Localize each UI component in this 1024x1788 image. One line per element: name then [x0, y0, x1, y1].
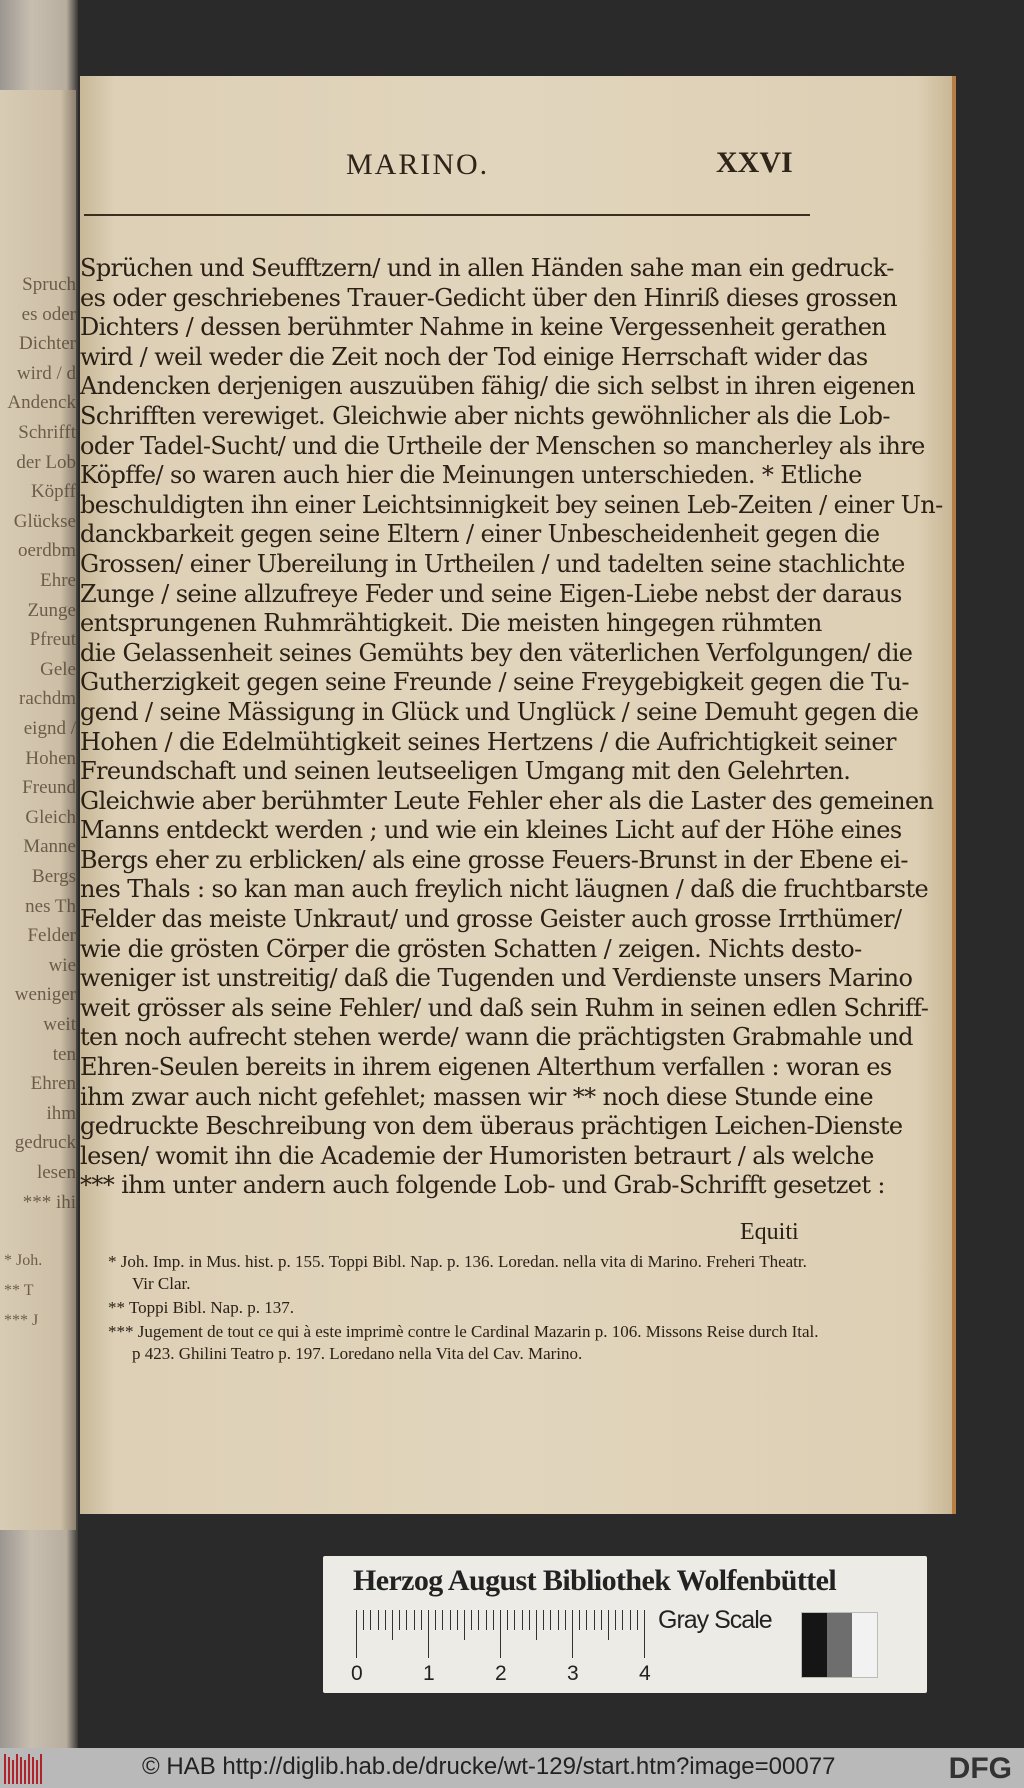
hab-logo-bar	[36, 1760, 38, 1784]
ruler-tick	[514, 1610, 515, 1630]
text-line: Bergs eher zu erblicken/ als eine grosse Feuers-Brunst in der Ebene ei-	[80, 845, 908, 874]
ruler-tick	[644, 1610, 645, 1658]
text-line: weit grösser als seine Fehler/ und daß sein Ruhm in seinen edlen Schriff-	[80, 993, 929, 1022]
ruler-tick	[486, 1610, 487, 1630]
ruler-tick	[558, 1610, 559, 1630]
left-page-line: ihm	[46, 1102, 76, 1124]
ruler-tick	[615, 1610, 616, 1630]
left-page-footnote: ** T	[4, 1282, 34, 1299]
hab-logo-bar	[32, 1757, 34, 1784]
text-line: gend / seine Mässigung in Glück und Unglück / seine Demuht gegen die	[80, 697, 919, 726]
hab-logo-icon	[4, 1754, 46, 1784]
text-line: nes Thals : so kan man auch freylich nicht läugnen / daß die fruchtbarste	[80, 875, 929, 904]
left-page-line: Freund	[22, 777, 76, 799]
text-line: Gleichwie aber berühmter Leute Fehler eher als die Laster des gemeinen	[80, 786, 934, 815]
footer-bar	[0, 1748, 1024, 1788]
page-number: XXVI	[716, 146, 793, 179]
dfg-logo: DFG	[948, 1752, 1012, 1785]
left-page-line: es oder	[21, 303, 76, 325]
ruler-tick	[637, 1610, 638, 1630]
left-page-footnote: * Joh.	[4, 1252, 43, 1269]
footnote: * Joh. Imp. in Mus. hist. p. 155. Toppi Bibl. Nap. p. 136. Loredan. nella vita di Marino. Freheri Theatr. Vir Clar.	[108, 1252, 807, 1293]
text-line: beschuldigten ihn einer Leichtsinnigkeit bey seinen Leb-Zeiten / einer Un-	[80, 490, 943, 519]
left-page-line: Schrifft	[18, 422, 76, 443]
text-line: Freundschaft und seinen leutseeligen Umgang mit den Gelehrten.	[80, 757, 851, 786]
ruler-tick	[442, 1610, 443, 1630]
ruler-tick	[608, 1610, 609, 1640]
left-page-line: oerdbm	[17, 540, 76, 562]
ruler-tick	[493, 1610, 494, 1630]
footnotes	[108, 1251, 820, 1367]
text-line: entsprungenen Ruhmrähtigkeit. Die meisten hingegen rühmten	[80, 609, 822, 638]
ruler-tick	[378, 1610, 379, 1630]
left-page-line: der Lob	[16, 451, 76, 473]
ruler-label: 0	[351, 1662, 363, 1685]
ruler-tick	[565, 1610, 566, 1630]
text-line: Felder das meiste Unkraut/ und grosse Geister auch grosse Irrthümer/	[80, 905, 902, 934]
ruler-tick	[421, 1610, 422, 1630]
ruler-tick	[529, 1610, 530, 1630]
gray-swatch	[827, 1613, 852, 1677]
ruler-tick	[471, 1610, 472, 1630]
left-page-line: nes Th	[25, 895, 76, 917]
hab-logo-bar	[40, 1754, 42, 1784]
text-line: Manns entdeckt werden ; und wie ein kleines Licht auf der Höhe eines	[80, 816, 902, 845]
ruler-tick	[392, 1610, 393, 1640]
header-rule	[84, 214, 810, 216]
text-line: weniger ist unstreitig/ daß die Tugenden und Verdienste unsers Marino	[80, 964, 913, 993]
left-page-line: Köpff	[30, 481, 76, 503]
ruler-tick	[507, 1610, 508, 1630]
left-page-line: gedruck	[14, 1132, 76, 1154]
hab-logo-bar	[28, 1754, 30, 1784]
ruler-tick	[550, 1610, 551, 1630]
text-line: Köpffe/ so waren auch hier die Meinungen unterschieden. * Etliche	[80, 461, 862, 490]
left-page-line: Ehren	[30, 1073, 76, 1095]
text-line: es oder geschriebenes Trauer-Gedicht über den Hinriß dieses grossen	[80, 283, 897, 312]
left-page-line: Hohen	[25, 747, 76, 769]
hab-logo-bar	[16, 1754, 18, 1784]
text-line: Schrifften verewiget. Gleichwie aber nichts gewöhnlicher als die Lob-	[80, 401, 890, 430]
ruler-tick	[464, 1610, 465, 1640]
ruler-tick	[622, 1610, 623, 1630]
text-line: wird / weil weder die Zeit noch der Tod einige Herrschaft wider das	[80, 342, 868, 371]
ruler-label: 4	[639, 1662, 651, 1685]
card-title: Herzog August Bibliothek Wolfenbüttel	[353, 1564, 837, 1597]
ruler-label: 2	[495, 1662, 507, 1685]
ruler-tick	[450, 1610, 451, 1630]
ruler-tick	[586, 1610, 587, 1630]
ruler-tick	[363, 1610, 364, 1630]
text-line: Gutherzigkeit gegen seine Freunde / seine Freygebigkeit gegen die Tu-	[80, 668, 909, 697]
left-page-line: Gleich	[25, 806, 76, 828]
left-page-line: Manne	[23, 836, 76, 858]
body-text	[80, 254, 943, 1201]
footnote: *** Jugement de tout ce qui à este imprimè contre le Cardinal Mazarin p. 106. Missons Reise durch Ital. p 423. Ghilini Teatro p. 197. Loredano nella Vita del Cav. Marino.	[108, 1322, 819, 1363]
ruler-tick	[414, 1610, 415, 1630]
left-page-footnote: *** J	[4, 1312, 39, 1329]
ruler-tick	[579, 1610, 580, 1630]
left-page-fragment	[0, 90, 76, 1530]
calibration-card	[323, 1556, 927, 1693]
left-page-line: Glückse	[13, 510, 76, 532]
text-line: Andencken derjenigen auszuüben fähig/ die sich selbst in ihren eigenen	[80, 372, 916, 401]
left-page-line: Andenck	[7, 392, 76, 414]
ruler-tick	[594, 1610, 595, 1630]
text-line: oder Tadel-Sucht/ und die Urtheile der Menschen so mancherley als ihre	[80, 431, 925, 460]
ruler-tick	[478, 1610, 479, 1630]
ruler-tick	[385, 1610, 386, 1630]
text-line: Grossen/ einer Ubereilung in Urtheilen / und tadelten seine stachlichte	[80, 549, 905, 578]
ruler-tick	[543, 1610, 544, 1630]
hab-logo-bar	[8, 1757, 10, 1784]
left-page-line: ten	[52, 1043, 76, 1065]
text-line: lesen/ womit ihn die Academie der Humoristen betraurt / als welche	[80, 1141, 874, 1170]
running-head: MARINO.	[346, 148, 490, 181]
text-line: gedruckte Beschreibung von dem überaus prächtigen Leichen-Dienste	[80, 1112, 903, 1141]
ruler-tick	[406, 1610, 407, 1630]
gray-scale-swatches	[801, 1612, 878, 1678]
ruler-tick	[522, 1610, 523, 1630]
left-page-line: Pfreut	[29, 629, 76, 651]
catchword: Equiti	[740, 1219, 799, 1245]
left-page-line: weniger	[14, 984, 76, 1006]
ruler-tick	[356, 1610, 357, 1658]
left-page-line: rachdm	[19, 688, 76, 710]
text-line: ten noch aufrecht stehen werde/ wann die prächtigsten Grabmahle und	[80, 1023, 913, 1052]
ruler-tick	[601, 1610, 602, 1630]
ruler-tick	[428, 1610, 429, 1658]
left-page-line: Zunge	[27, 599, 76, 621]
text-line: *** ihm unter andern auch folgende Lob- und Grab-Schrifft gesetzet :	[80, 1171, 885, 1200]
hab-logo-bar	[20, 1757, 22, 1784]
book-page	[80, 76, 952, 1514]
left-page-line: wie	[48, 954, 76, 976]
hab-logo-bar	[24, 1760, 26, 1784]
left-page-line: eignd /	[23, 718, 76, 739]
ruler-tick	[572, 1610, 573, 1658]
text-line: Sprüchen und Seufftzern/ und in allen Händen sahe man ein gedruck-	[80, 254, 894, 282]
text-line: Dichters / dessen berühmter Nahme in keine Vergessenheit gerathen	[80, 313, 887, 342]
gray-swatch	[802, 1613, 827, 1677]
text-line: danckbarkeit gegen seine Eltern / einer Unbescheidenheit gegen die	[80, 520, 880, 549]
left-page-line: lesen	[36, 1162, 76, 1183]
copyright-link[interactable]: © HAB http://diglib.hab.de/drucke/wt-129/start.htm?image=00077	[142, 1753, 836, 1780]
left-page-line: *** ihi	[22, 1191, 76, 1213]
ruler-tick	[435, 1610, 436, 1630]
left-page-line: Dichter	[19, 333, 76, 355]
footnote: ** Toppi Bibl. Nap. p. 137.	[108, 1298, 294, 1317]
ruler-tick	[370, 1610, 371, 1630]
ruler-tick	[630, 1610, 631, 1630]
text-line: wie die grösten Cörper die grösten Schatten / zeigen. Nichts desto-	[80, 934, 862, 963]
gray-swatch	[852, 1613, 877, 1677]
left-page-line: wird / d	[16, 362, 76, 384]
left-page-line: Spruch	[22, 274, 76, 295]
left-page-line: weit	[43, 1014, 76, 1035]
gray-scale-label: Gray Scale	[658, 1606, 772, 1634]
ruler-label: 1	[423, 1662, 435, 1685]
ruler-tick	[536, 1610, 537, 1640]
ruler	[351, 1610, 651, 1685]
ruler-tick	[457, 1610, 458, 1630]
left-page-line: Gele	[40, 658, 76, 680]
left-page-line: Ehre	[40, 570, 76, 591]
left-page-line: Felder	[27, 925, 76, 947]
text-line: die Gelassenheit seines Gemühts bey den väterlichen Verfolgungen/ die	[80, 638, 913, 667]
ruler-tick	[399, 1610, 400, 1630]
text-line: Zunge / seine allzufreye Feder und seine Eigen-Liebe nebst der daraus	[80, 579, 902, 608]
ruler-label: 3	[567, 1662, 579, 1685]
ruler-tick	[500, 1610, 501, 1658]
text-line: Hohen / die Edelmühtigkeit seines Hertzens / die Aufrichtigkeit seiner	[80, 727, 896, 756]
text-line: Ehren-Seulen bereits in ihrem eigenen Alterthum verfallen : woran es	[80, 1053, 892, 1082]
hab-logo-bar	[12, 1760, 14, 1784]
hab-logo-bar	[4, 1754, 6, 1784]
left-page-line: Bergs	[32, 866, 76, 887]
text-line: ihm zwar auch nicht gefehlet; massen wir ** noch diese Stunde eine	[80, 1082, 873, 1111]
